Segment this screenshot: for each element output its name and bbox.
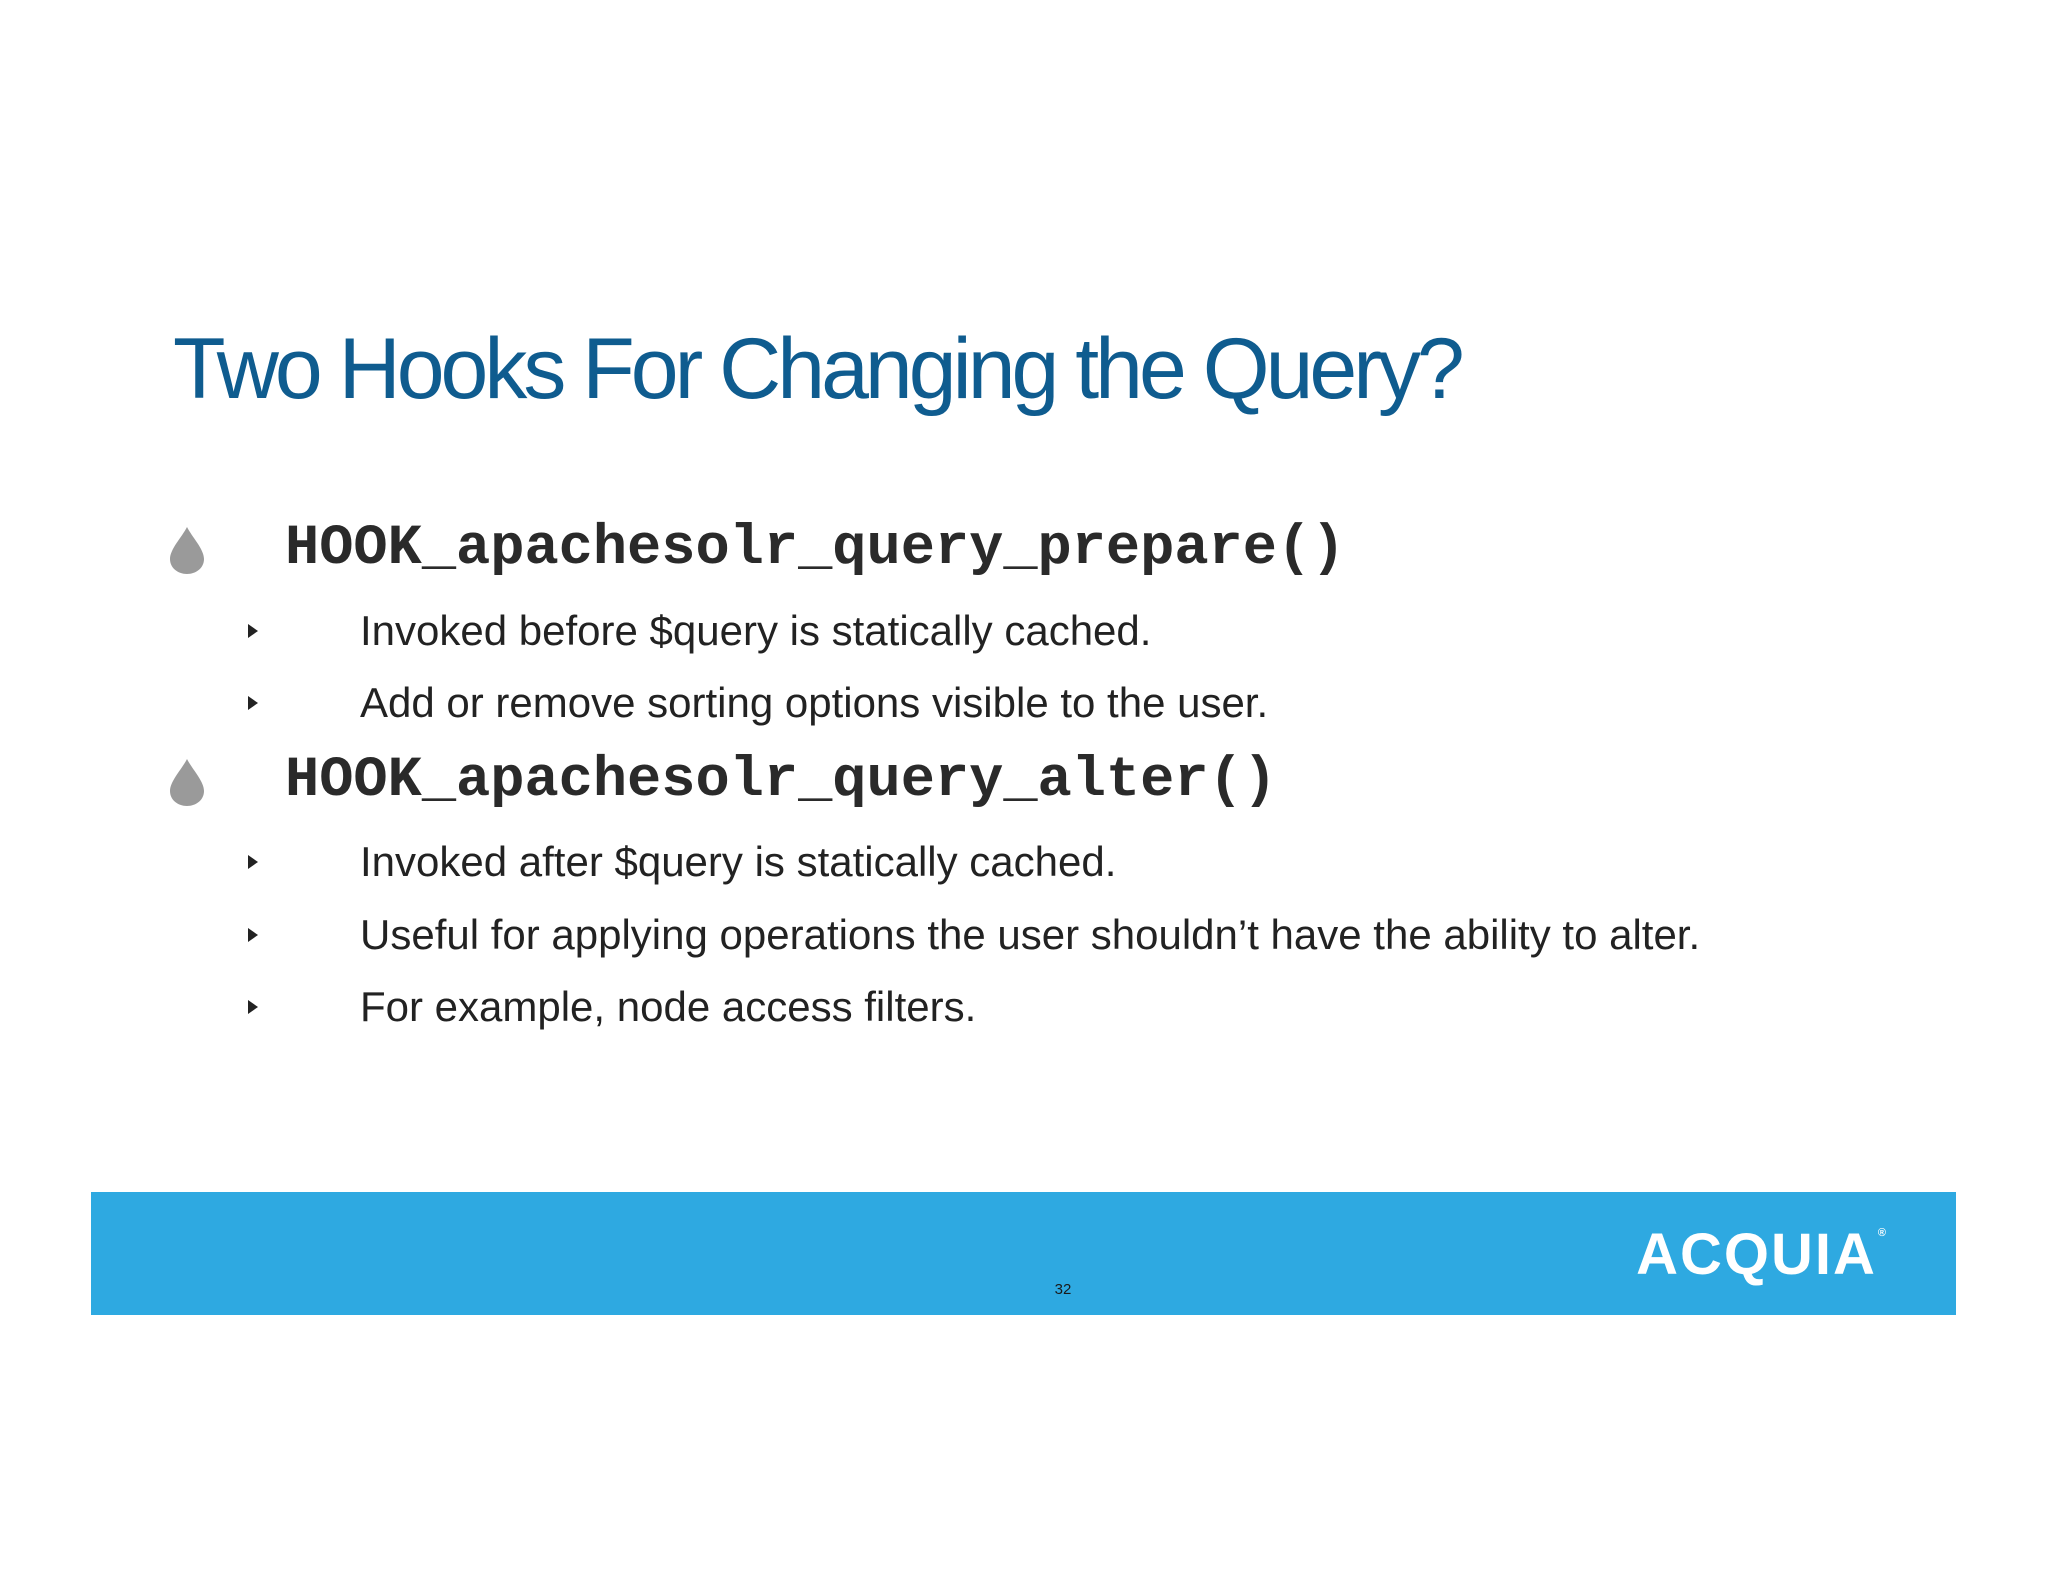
arrow-bullet-icon bbox=[248, 928, 258, 942]
hook-alter-point-2: Useful for applying operations the user shouldn’t have the ability to alter. bbox=[360, 911, 1701, 958]
logo-registered-mark: ® bbox=[1877, 1227, 1886, 1239]
hook-prepare-point-1: Invoked before $query is statically cached. bbox=[360, 607, 1152, 654]
hook-prepare-name: HOOK_apachesolr_query_prepare() bbox=[285, 517, 1346, 581]
slide-title: Two Hooks For Changing the Query? bbox=[173, 321, 1461, 417]
drop-icon bbox=[168, 757, 206, 807]
footer-band bbox=[91, 1192, 1956, 1315]
arrow-bullet-icon bbox=[248, 1000, 258, 1014]
hook-alter-point-3: For example, node access filters. bbox=[360, 983, 977, 1030]
drop-icon bbox=[168, 525, 206, 575]
hook-alter-name: HOOK_apachesolr_query_alter() bbox=[285, 749, 1277, 813]
arrow-bullet-icon bbox=[248, 696, 258, 710]
page-number: 32 bbox=[1054, 1281, 1072, 1298]
hook-prepare-point-2: Add or remove sorting options visible to the user. bbox=[360, 679, 1269, 726]
hook-alter-point-1: Invoked after $query is statically cached. bbox=[360, 838, 1117, 885]
acquia-logo bbox=[1636, 1221, 1886, 1288]
arrow-bullet-icon bbox=[248, 855, 258, 869]
arrow-bullet-icon bbox=[248, 624, 258, 638]
logo-text: ACQUIA bbox=[1636, 1222, 1877, 1287]
